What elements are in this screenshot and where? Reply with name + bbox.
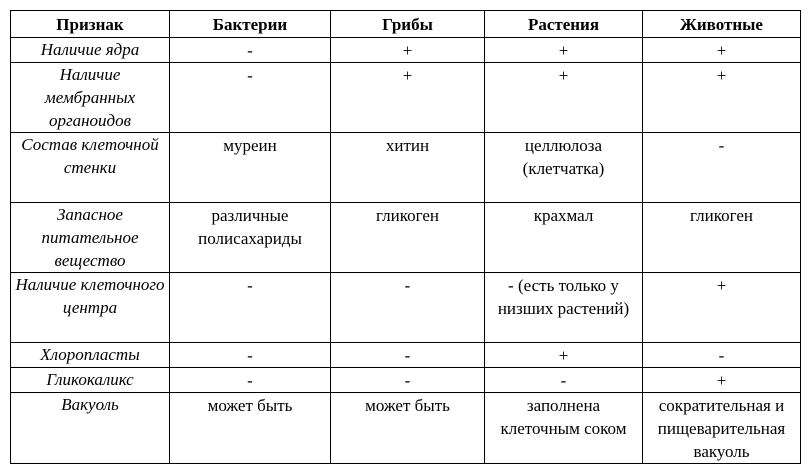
cell-animals: сократительная и пищеварительная вакуоль bbox=[643, 393, 801, 464]
row-feature: Наличие мембранных органоидов bbox=[11, 63, 170, 133]
cell-plants: + bbox=[485, 38, 643, 63]
table-row bbox=[11, 393, 801, 464]
table-row bbox=[11, 38, 801, 63]
cell-animals: + bbox=[643, 63, 801, 133]
header-plants: Растения bbox=[485, 11, 643, 38]
row-feature: Запасное питательное вещество bbox=[11, 203, 170, 273]
cell-bacteria: - bbox=[170, 63, 331, 133]
cell-animals: гликоген bbox=[643, 203, 801, 273]
cell-fungi: + bbox=[331, 63, 485, 133]
cell-fungi: - bbox=[331, 343, 485, 368]
row-feature: Состав клеточной стенки bbox=[11, 133, 170, 203]
cell-animals: - bbox=[643, 343, 801, 368]
cell-bacteria: различные полисахариды bbox=[170, 203, 331, 273]
cell-fungi: + bbox=[331, 38, 485, 63]
cell-bacteria: - bbox=[170, 368, 331, 393]
cell-animals: + bbox=[643, 273, 801, 343]
row-feature: Гликокаликс bbox=[11, 368, 170, 393]
comparison-table bbox=[10, 10, 801, 464]
cell-plants: - bbox=[485, 368, 643, 393]
table-row bbox=[11, 133, 801, 203]
row-feature: Вакуоль bbox=[11, 393, 170, 464]
cell-bacteria: - bbox=[170, 343, 331, 368]
header-fungi: Грибы bbox=[331, 11, 485, 38]
table-row bbox=[11, 203, 801, 273]
row-feature: Хлоропласты bbox=[11, 343, 170, 368]
cell-plants: + bbox=[485, 63, 643, 133]
cell-plants: крахмал bbox=[485, 203, 643, 273]
row-feature: Наличие ядра bbox=[11, 38, 170, 63]
cell-fungi: - bbox=[331, 368, 485, 393]
cell-plants: + bbox=[485, 343, 643, 368]
cell-bacteria: муреин bbox=[170, 133, 331, 203]
row-feature: Наличие клеточного центра bbox=[11, 273, 170, 343]
cell-animals: - bbox=[643, 133, 801, 203]
cell-plants: - (есть только у низших растений) bbox=[485, 273, 643, 343]
table-row bbox=[11, 368, 801, 393]
table-row bbox=[11, 63, 801, 133]
cell-fungi: может быть bbox=[331, 393, 485, 464]
cell-fungi: гликоген bbox=[331, 203, 485, 273]
cell-bacteria: может быть bbox=[170, 393, 331, 464]
cell-plants: заполнена клеточным соком bbox=[485, 393, 643, 464]
cell-animals: + bbox=[643, 38, 801, 63]
cell-animals: + bbox=[643, 368, 801, 393]
header-row bbox=[11, 11, 801, 38]
cell-fungi: - bbox=[331, 273, 485, 343]
cell-bacteria: - bbox=[170, 38, 331, 63]
cell-plants: целлюлоза (клетчатка) bbox=[485, 133, 643, 203]
cell-fungi: хитин bbox=[331, 133, 485, 203]
header-animals: Животные bbox=[643, 11, 801, 38]
table-row bbox=[11, 343, 801, 368]
header-feature: Признак bbox=[11, 11, 170, 38]
cell-bacteria: - bbox=[170, 273, 331, 343]
table-row bbox=[11, 273, 801, 343]
header-bacteria: Бактерии bbox=[170, 11, 331, 38]
